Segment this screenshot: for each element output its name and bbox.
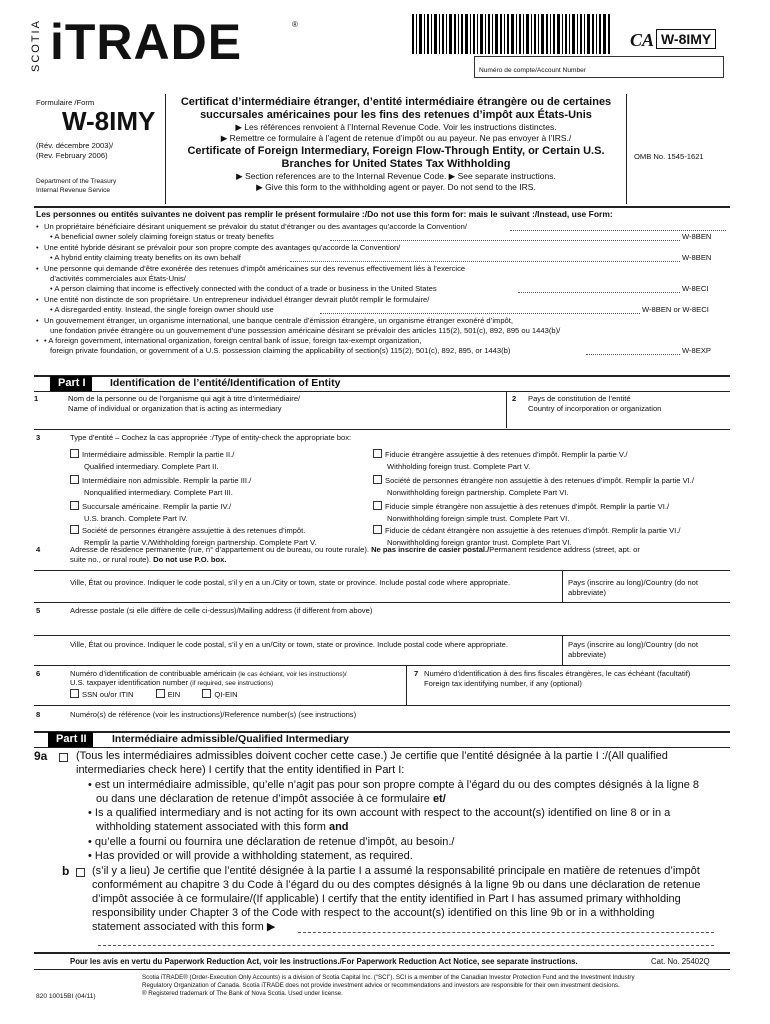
name-field[interactable] — [34, 392, 506, 428]
country-label-2: abbreviate) — [568, 588, 606, 597]
line7-label-fr: Numéro d’identification à des fins fiscales étrangères, le cas échéant (facultatif) — [424, 669, 691, 678]
form-number: W-8IMY — [62, 106, 156, 136]
disclaimer — [142, 974, 732, 998]
country-label-1: Pays (inscrire au long)/Country (do not — [568, 640, 698, 649]
exclusion-en2: foreign private foundation, or government of a U.S. possession claiming the applicability of section(s) 115(2), 501(c), 892, 895, or 1443(b) — [50, 346, 511, 355]
line1-label-en: Name of individual or organization that is acting as intermediary — [68, 404, 282, 413]
brand-wordmark: iTRADE — [50, 14, 243, 70]
line3-label: Type d’entité – Cochez la cas appropriée :/Type of entity-check the appropriate box: — [70, 433, 352, 442]
line4-text-a: Adresse de résidence permanente (rue, n° d’appartement ou de bureau, ou route rurale). — [70, 545, 369, 554]
entity-type-en: Withholding foreign trust. Complete Part V. — [387, 462, 531, 471]
line9a-bullet-4: • Has provided or will provide a withholding statement, as required. — [88, 850, 413, 862]
exclusion-fr: Un gouvernement étranger, un organisme international, une banque centrale d’émission étrangère, un organisme étranger exonéré d’impôt, — [44, 316, 513, 325]
part1-label: Part I — [50, 376, 92, 391]
barcode — [412, 14, 612, 54]
line9b-text-3: d’impôt associée à ce formulaire/(If applicable) I certify that the entity identified in Part I has assumed primary withholding — [92, 893, 681, 905]
line9a-bullet-1: • est un intermédiaire admissible, qu’elle n’agit pas pour son propre compte à l’égard du ou des comptes désignés à la ligne 8 — [88, 779, 700, 791]
line9a-checkbox[interactable] — [59, 753, 68, 762]
entity-type-qualified-intermediary[interactable] — [70, 444, 370, 472]
entity-type-en: Remplir la partie V./Withholding foreign partnership. Complete Part V. — [84, 538, 317, 547]
line3-number: 3 — [36, 433, 41, 442]
us-tin-field[interactable] — [34, 666, 406, 704]
exclusion-en: • A disregarded entity. Instead, the single foreign owner should use — [50, 305, 274, 314]
part1-title: Identification de l’entité/Identification of Entity — [110, 377, 341, 389]
mailing-country-field[interactable] — [564, 636, 728, 666]
account-number-label: Numéro de compte/Account Number — [479, 67, 587, 74]
paperwork-notice: Pour les avis en vertu du Paperwork Reduction Act, voir les instructions./For Paperwork Reduction Act Notice, see separate instructions. — [70, 957, 578, 966]
revision-en: (Rev. February 2006) — [36, 151, 108, 160]
tin-option-ein[interactable]: EIN — [156, 690, 181, 699]
account-number-field[interactable] — [474, 56, 724, 78]
entity-type-fr: Intermédiaire admissible. Remplir la partie II./ — [82, 450, 235, 459]
line6-fr: Numéro d’identification de contribuable américain — [70, 669, 237, 678]
checkbox[interactable] — [373, 475, 382, 484]
line5-number: 5 — [36, 606, 41, 615]
checkbox[interactable] — [70, 475, 79, 484]
exclusion-fr: Un propriétaire bénéficiaire désirant uniquement se prévaloir du statut d’étranger ou des avantages qu’accorde la Convention/ — [44, 222, 467, 231]
line9a-text-1: (Tous les intermédiaires admissibles doivent cocher cette case.) Je certifie que l’entité désignée à la partie I :/(All qualified — [76, 750, 668, 762]
city-field[interactable] — [34, 572, 562, 602]
line9b-text-1: (s’il y a lieu) Je certifie que l’entité désignée à la partie I a assumé la responsabilité principale en matière de retenues d’impôt — [92, 865, 700, 877]
brand-vertical-text: SCOTIA — [30, 19, 42, 72]
line4-text-c: Permanent residence address (street, apt. or — [489, 545, 640, 554]
exclusion-code: W-8ECI — [682, 284, 709, 293]
entity-type-grantor-trust[interactable] — [373, 520, 733, 548]
line4-number: 4 — [36, 545, 41, 554]
entity-type-fr: Fiducie simple étrangère non assujettie à des retenues d’impôt. Remplir la partie VI./ — [385, 502, 670, 511]
entity-type-en: Nonwithholding foreign grantor trust. Complete Part VI. — [387, 538, 572, 547]
checkbox[interactable] — [373, 501, 382, 510]
line9b-text-2: conformément au chapitre 3 du Code à l’égard du ou des comptes désignés à la ligne 9b ou dans une déclaration de retenue — [92, 879, 701, 891]
line2-label-en: Country of incorporation or organization — [528, 404, 662, 413]
line4-label — [70, 545, 726, 564]
line6-en: U.S. taxpayer identification number — [70, 678, 189, 687]
disclaimer-line-1: Scotia iTRADE® (Order-Execution Only Accounts) is a division of Scotia Capital Inc. (“SCI”). SCI is a member of the Canadian Investor Protection Fund and the Investment Industry — [142, 974, 635, 981]
line4-text-d: suite no., or rural route). — [70, 554, 152, 564]
brand-registered-mark: ® — [292, 20, 298, 29]
entity-type-nonqualified-intermediary[interactable] — [70, 470, 370, 498]
city-label: Ville, État ou province. Indiquer le code postal, s’il y en a un/City or town, state or province. Include postal code where appropriate. — [70, 640, 509, 649]
line9a-text-2: intermediaries check here) I certify that the entity identified in Part I: — [76, 764, 405, 776]
line2-label-fr: Pays de constitution de l’entité — [528, 394, 631, 403]
entity-type-fr: Société de personnes étrangère assujettie à des retenues d’impôt. — [82, 526, 306, 535]
disclaimer-line-2: Regulatory Organization of Canada. Scotia iTRADE does not provide investment advice or recommendations and investors are responsible for their own investment decisions. — [142, 982, 620, 989]
exclusions-heading: Les personnes ou entités suivantes ne doivent pas remplir le présent formulaire :/Do not use this form for: mais le suivant :/Instead, use Form: — [36, 209, 613, 219]
exclusion-code: W-8EXP — [682, 346, 711, 355]
checkbox[interactable] — [70, 449, 79, 458]
line6-en-small: (if required, see instructions) — [188, 680, 274, 687]
exclusion-fr: Une personne qui demande d’être exonérée des retenues d’impôt américaines sur des revenus effectivement liés à l’exercice — [44, 264, 466, 273]
entity-type-nonwithholding-partnership[interactable] — [373, 470, 733, 498]
department-line1: Department of the Treasury — [36, 178, 117, 185]
entity-type-en: Nonwithholding foreign partnership. Complete Part VI. — [387, 488, 569, 497]
line1-label-fr: Nom de la personne ou de l’organisme qui agit à titre d’intermédiaire/ — [68, 394, 301, 403]
department-line2: Internal Revenue Service — [36, 187, 111, 194]
tin-option-ssn[interactable]: SSN ou/or ITIN — [70, 690, 133, 699]
line6-number: 6 — [36, 669, 41, 678]
entity-type-fr: Intermédiaire non admissible. Remplir la partie III./ — [82, 476, 252, 485]
line6-fr-small: (le cas échéant, voir les instructions)/ — [236, 671, 347, 678]
exclusion-en: • A person claiming that income is effectively connected with the conduct of a trade or business in the United States — [50, 284, 437, 293]
line9a-bullet-1b: ou dans une déclaration de retenue d’impôt associée à ce formulaire et/ — [96, 793, 446, 805]
checkbox[interactable] — [70, 501, 79, 510]
line4-text-b: Ne pas inscrire de casier postal./ — [368, 545, 490, 554]
line9a-bullet-2: • Is a qualified intermediary and is not acting for its own account with respect to the account(s) identified on line 8 or in a — [88, 807, 671, 819]
brand-logo — [30, 14, 298, 74]
mailing-city-field[interactable] — [34, 636, 562, 666]
entity-type-fr: Succursale américaine. Remplir la partie IV./ — [82, 502, 232, 511]
entity-type-withholding-trust[interactable] — [373, 444, 733, 472]
entity-type-fr: Fiducie étrangère assujettie à des retenues d’impôt. Remplir la partie V./ — [385, 450, 628, 459]
country-label-1: Pays (inscrire au long)/Country (do not — [568, 578, 698, 587]
line7-label-en: Foreign tax identifying number, if any (optional) — [424, 679, 582, 688]
omb-number: OMB No. 1545-1621 — [634, 152, 704, 161]
line8-label: Numéro(s) de référence (voir les instructions)/Reference number(s) (see instructions) — [70, 710, 357, 719]
entity-type-en: Qualified intermediary. Complete Part II. — [84, 462, 219, 471]
catalog-number: Cat. No. 25402Q — [651, 957, 710, 966]
disclaimer-line-3: ® Registered trademark of The Bank of Nova Scotia. Used under license. — [142, 990, 343, 997]
line6-label-en — [70, 678, 273, 688]
tin-type-options — [70, 689, 238, 700]
line9b-text-4: responsibility under Chapter 3 of the Code with respect to the account(s) identified on this line 9b or in a withholding — [92, 907, 655, 919]
line8-number: 8 — [36, 710, 41, 719]
exclusion-fr: Une entité non distincte de son propriétaire. Un entrepreneur individuel étranger devrait plutôt remplir le formulaire/ — [44, 295, 430, 304]
tin-option-qi-ein[interactable]: QI-EIN — [202, 690, 237, 699]
exclusion-code: W-8BEN or W-8ECI — [642, 305, 709, 314]
part2-label: Part II — [48, 732, 93, 747]
line5-label: Adresse postale (si elle diffère de celle ci-dessus)/Mailing address (if different from above) — [70, 606, 373, 615]
entity-type-en: Nonwithholding foreign simple trust. Complete Part VI. — [387, 514, 570, 523]
country-incorporation-field[interactable] — [508, 392, 728, 428]
entity-type-en: U.S. branch. Complete Part IV. — [84, 514, 188, 523]
note-en-2: ▶ Give this form to the withholding agent or payer. Do not send to the IRS. — [256, 182, 536, 192]
reference-number-field[interactable] — [34, 706, 730, 726]
line9a-number: 9a — [34, 749, 48, 763]
part2-title: Intermédiaire admissible/Qualified Intermediary — [112, 733, 349, 745]
entity-type-fr: Fiducie de cédant étrangère non assujettie à des retenues d’impôt. Remplir la partie VI./ — [385, 526, 681, 535]
exclusion-code: W-8BEN — [682, 253, 712, 262]
entity-type-en: Nonqualified intermediary. Complete Part III. — [84, 488, 233, 497]
form-id: 820 10015BI (04/11) — [36, 993, 96, 1000]
line7-number: 7 — [414, 669, 419, 678]
form-code-box: W-8IMY — [656, 29, 716, 49]
checkbox[interactable] — [70, 525, 79, 534]
country-field[interactable] — [564, 572, 728, 602]
title-block — [166, 96, 626, 193]
foreign-tin-field[interactable] — [408, 666, 728, 704]
note-fr-2: ▶ Remettre ce formulaire à l’agent de retenue d’impôt ou au payeur. Ne pas envoyer à l’IRS./ — [220, 133, 572, 143]
entity-type-withholding-partnership[interactable] — [70, 520, 370, 548]
line9a-bullet-2b: withholding statement associated with this form and — [96, 821, 349, 833]
exclusion-en: • A beneficial owner solely claiming foreign status or treaty benefits — [50, 232, 274, 241]
permanent-address-field[interactable] — [34, 566, 730, 571]
line4-text-e: Do not use P.O. box. — [151, 554, 227, 564]
country-label-2: abbreviate) — [568, 650, 606, 659]
title-fr-1: Certificat d’intermédiaire étranger, d’entité intermédiaire étrangère ou de certaines — [180, 96, 612, 108]
line2-number: 2 — [512, 394, 517, 403]
mailing-address-field[interactable] — [34, 603, 730, 635]
checkbox[interactable] — [373, 449, 382, 458]
exclusion-fr2: une fondation privée étrangère ou un gouvernement d’une possession américaine désirant se prévaloir des articles 115(2), 501(c), 892, 895 ou 1443(b)/ — [50, 326, 561, 335]
line9a-bullet-3: • qu’elle a fourni ou fournira une déclaration de retenue d’impôt, au besoin./ — [88, 836, 455, 848]
checkbox[interactable] — [373, 525, 382, 534]
exclusion-code: W-8BEN — [682, 232, 712, 241]
note-en-1: ▶ Section references are to the Internal Revenue Code. ▶ See separate instructions. — [236, 171, 556, 181]
line9b-accounts-field[interactable] — [298, 932, 714, 933]
form-label: Formulaire /Form — [36, 98, 95, 107]
exclusion-fr2: d’activités commerciales aux États-Unis/ — [50, 274, 186, 283]
line9b-checkbox[interactable] — [76, 868, 85, 877]
title-en-2: Branches for United States Tax Withholding — [281, 158, 511, 170]
revision-fr: (Rév. décembre 2003)/ — [36, 141, 114, 150]
line9b-number: b — [62, 864, 70, 878]
ca-logo: CA — [630, 30, 655, 50]
exclusion-en: • A foreign government, international organization, foreign central bank of issue, foreign tax-exempt organization, — [44, 336, 422, 345]
city-label: Ville, État ou province. Indiquer le code postal, s’il y en a un./City or town, state or province. Include postal code where appropriate. — [70, 578, 511, 587]
line1-number: 1 — [34, 394, 39, 403]
line9b-text-5: statement associated with this form ▶ — [92, 921, 276, 933]
title-fr-2: succursales américaines pour les fins des retenues d’impôt aux États-Unis — [200, 109, 592, 121]
title-en-1: Certificate of Foreign Intermediary, Foreign Flow-Through Entity, or Certain U.S. — [187, 145, 605, 157]
exclusion-en: • A hybrid entity claiming treaty benefits on its own behalf — [50, 253, 241, 262]
entity-type-fr: Société de personnes étrangère non assujettie à des retenues d’impôt. Remplir la partie VI./ — [385, 476, 694, 485]
exclusion-fr: Une entité hybride désirant se prévaloir pour son propre compte des avantages qu’accorde la Convention/ — [44, 243, 401, 252]
note-fr-1: ▶ Les références renvoient à l’Internal Revenue Code. Voir les instructions distinctes. — [235, 122, 557, 132]
